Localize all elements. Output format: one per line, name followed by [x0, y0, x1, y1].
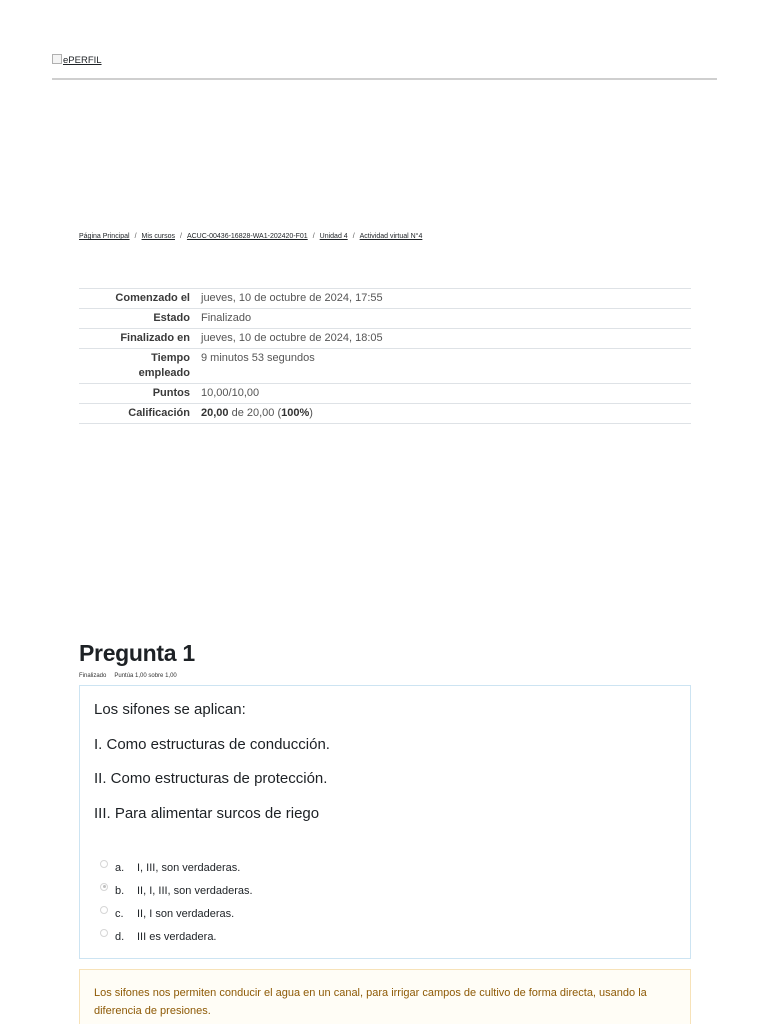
answer-option-b[interactable]	[100, 879, 253, 902]
question-prompt: Los sifones se aplican:	[94, 701, 246, 718]
header-divider	[52, 78, 717, 80]
site-logo[interactable]	[52, 55, 102, 66]
radio-unchecked-icon[interactable]	[100, 906, 108, 914]
question-statement-1: I. Como estructuras de conducción.	[94, 736, 330, 753]
time-label: Tiempo empleado	[138, 352, 190, 379]
answer-options	[100, 856, 253, 948]
question-content-box	[79, 685, 691, 959]
grade-label: Calificación	[128, 407, 190, 419]
radio-unchecked-icon[interactable]	[100, 929, 108, 937]
answer-option-c[interactable]	[100, 902, 253, 925]
grade-value: 20,00 de 20,00 (100%)	[201, 407, 313, 419]
answer-letter: d.	[115, 930, 125, 943]
question-score: Puntúa 1,00 sobre 1,00	[114, 673, 177, 679]
answer-text: III es verdadera.	[137, 930, 217, 943]
logo-link[interactable]: ePERFIL	[63, 55, 102, 66]
summary-row-finished	[79, 329, 691, 349]
answer-letter: a.	[115, 861, 125, 874]
started-value: jueves, 10 de octubre de 2024, 17:55	[201, 292, 383, 304]
question-statement-3: III. Para alimentar surcos de riego	[94, 805, 320, 822]
finished-label: Finalizado en	[120, 332, 190, 344]
breadcrumb-activity[interactable]: Actividad virtual N°4	[359, 233, 423, 240]
state-label: Estado	[153, 312, 190, 324]
breadcrumb-unit[interactable]: Unidad 4	[319, 233, 348, 240]
summary-row-started	[79, 289, 691, 309]
breadcrumb-my-courses[interactable]: Mis cursos	[141, 233, 175, 240]
state-value: Finalizado	[201, 312, 252, 324]
question-info	[79, 673, 177, 679]
general-feedback: Los sifones nos permiten conducir el agua en un canal, para irrigar campos de cultivo de forma directa, usando la diferencia de presiones.	[79, 969, 691, 1024]
answer-letter: c.	[115, 907, 124, 920]
answer-letter: b.	[115, 884, 125, 897]
question-state: Finalizado	[79, 673, 107, 679]
question-statement-2: II. Como estructuras de protección.	[94, 770, 328, 787]
answer-text: II, I son verdaderas.	[137, 907, 235, 920]
finished-value: jueves, 10 de octubre de 2024, 18:05	[201, 332, 383, 344]
broken-image-icon	[52, 54, 62, 64]
radio-unchecked-icon[interactable]	[100, 860, 108, 868]
answer-option-d[interactable]	[100, 925, 253, 948]
summary-row-time	[79, 349, 691, 384]
time-value: 9 minutos 53 segundos	[201, 352, 315, 364]
answer-text: II, I, III, son verdaderas.	[137, 884, 253, 897]
radio-checked-icon[interactable]	[100, 883, 108, 891]
points-value: 10,00/10,00	[201, 387, 260, 399]
started-label: Comenzado el	[115, 292, 190, 304]
breadcrumb: Página Principal / Mis cursos / ACUC-00436-16828-WA1-202420-F01 / Unidad 4 / Actividad virtual N°4	[79, 233, 423, 240]
answer-option-a[interactable]	[100, 856, 253, 879]
summary-row-state	[79, 309, 691, 329]
points-label: Puntos	[152, 387, 190, 399]
question-title: Pregunta 1	[79, 640, 195, 666]
summary-row-points	[79, 384, 691, 404]
summary-row-grade	[79, 404, 691, 424]
answer-text: I, III, son verdaderas.	[137, 861, 241, 874]
breadcrumb-home[interactable]: Página Principal	[79, 233, 130, 240]
attempt-summary-table	[79, 288, 691, 424]
breadcrumb-course[interactable]: ACUC-00436-16828-WA1-202420-F01	[186, 233, 308, 240]
